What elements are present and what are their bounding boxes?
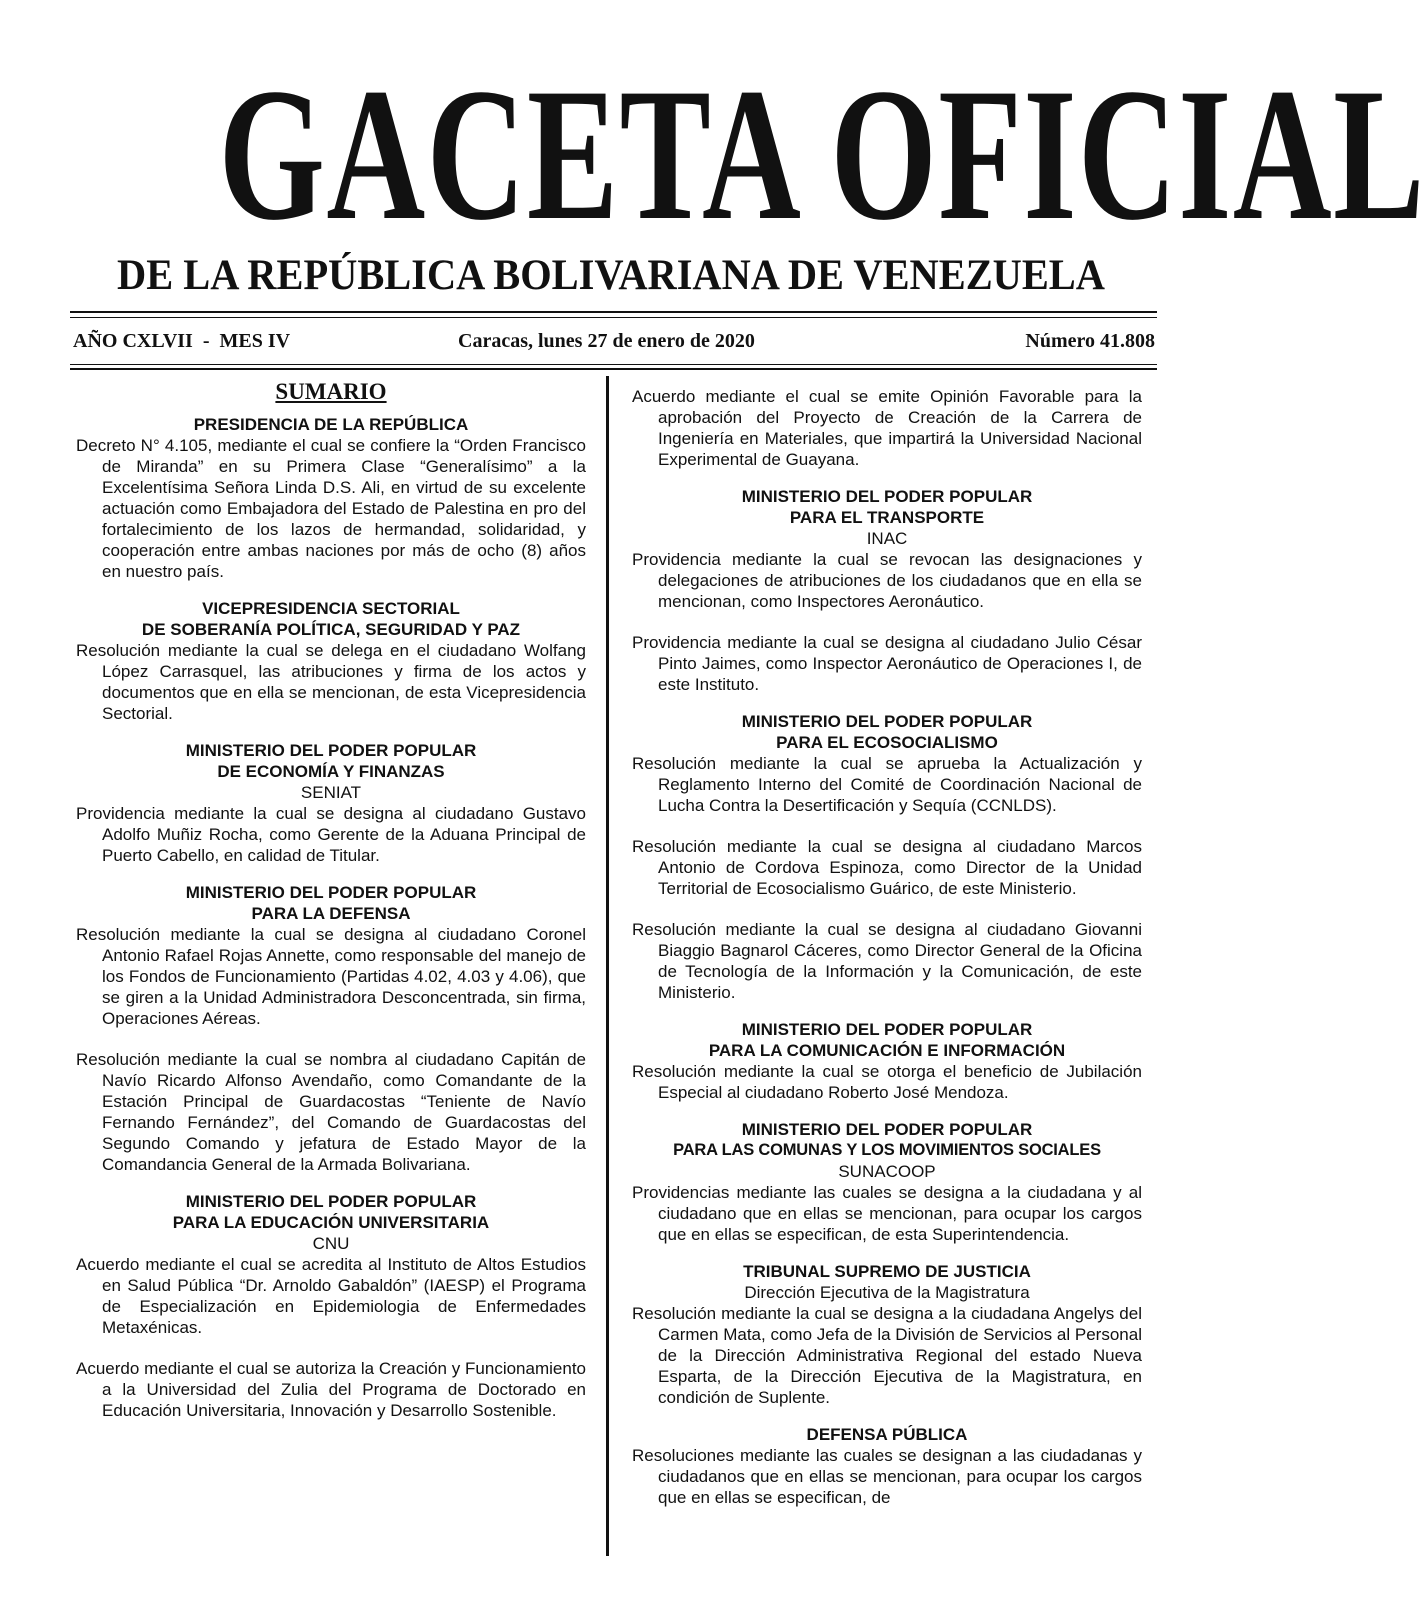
summary-entry: Resoluciones mediante las cuales se designan a las ciudadanas y ciudadanos que en ellas se mencionan, para ocupar los cargos que en ellas se especifican, de <box>632 1446 1142 1507</box>
section-heading: MINISTERIO DEL PODER POPULAR <box>185 883 477 902</box>
section-heading: MINISTERIO DEL PODER POPULAR <box>185 741 477 760</box>
section-subheading: CNU <box>312 1234 350 1253</box>
section-heading: TRIBUNAL SUPREMO DE JUSTICIA <box>743 1262 1031 1281</box>
summary-left-column <box>76 378 586 1421</box>
section-heading: MINISTERIO DEL PODER POPULAR <box>741 487 1033 506</box>
section-heading: VICEPRESIDENCIA SECTORIAL <box>202 599 460 618</box>
section-subheading: SUNACOOP <box>838 1162 936 1181</box>
issue-place-date: Caracas, lunes 27 de enero de 2020 <box>458 330 755 352</box>
summary-entry: Resolución mediante la cual se otorga el beneficio de Jubilación Especial al ciudadano Roberto José Mendoza. <box>632 1062 1142 1102</box>
masthead-subtitle: DE LA REPÚBLICA BOLIVARIANA DE VENEZUELA <box>117 252 1105 299</box>
issue-bar <box>73 330 1155 360</box>
summary-entry: Resolución mediante la cual se designa a la ciudadana Angelys del Carmen Mata, como Jefa de la División de Servicios al Personal de la Dirección Administrativa Regional del estado Nueva Esparta, de la Dirección Ejecutiva de la Magistratura, en condición de Suplente. <box>632 1304 1142 1407</box>
section-heading: MINISTERIO DEL PODER POPULAR <box>185 1192 477 1211</box>
summary-entry: Providencia mediante la cual se designa al ciudadano Julio César Pinto Jaimes, como Inspector Aeronáutico de Operaciones I, de este Instituto. <box>632 633 1142 694</box>
section-heading: MINISTERIO DEL PODER POPULAR <box>741 1020 1033 1039</box>
bottom-rule-thin <box>70 364 1157 365</box>
section-subheading: Dirección Ejecutiva de la Magistratura <box>744 1283 1030 1302</box>
summary-entry: Acuerdo mediante el cual se autoriza la Creación y Funcionamiento a la Universidad del Zulia del Programa de Doctorado en Educación Universitaria, Innovación y Desarrollo Sostenible. <box>76 1359 586 1420</box>
summary-entry: Resolución mediante la cual se nombra al ciudadano Capitán de Navío Ricardo Alfonso Avendaño, como Comandante de la Estación Principal de Guardacostas “Teniente de Navío Fernando Fernández”, del Comando de Guardacostas del Segundo Comando y jefatura de Estado Mayor de la Comandancia General de la Armada Bolivariana. <box>76 1050 586 1174</box>
summary-entry: Resolución mediante la cual se aprueba la Actualización y Reglamento Interno del Comité de Coordinación Nacional de Lucha Contra la Desertificación y Sequía (CCNLDS). <box>632 754 1142 815</box>
summary-entry: Resolución mediante la cual se delega en el ciudadano Wolfang López Carrasquel, las atribuciones y firma de los actos y documentos que en ella se mencionan, de esta Vicepresidencia Sectorial. <box>76 641 586 723</box>
issue-year-month: AÑO CXLVII - MES IV <box>73 330 291 352</box>
summary-entry: Decreto N° 4.105, mediante el cual se confiere la “Orden Francisco de Miranda” en su Primera Clase “Generalísimo” a la Excelentísima Señora Linda D.S. Ali, en virtud de su excelente actuación como Embajadora del Estado de Palestina en pro del fortalecimiento de los lazos de hermandad, solidaridad, y cooperación entre ambas naciones por más de ocho (8) años en nuestro país. <box>76 436 586 581</box>
section-subheading: SENIAT <box>300 783 362 802</box>
summary-entry: Resolución mediante la cual se designa al ciudadano Marcos Antonio de Cordova Espinoza, como Director de la Unidad Territorial de Ecosocialismo Guárico, de este Ministerio. <box>632 837 1142 898</box>
summary-entry: Providencia mediante la cual se revocan las designaciones y delegaciones de atribuciones de los ciudadanos que en ella se mencionan, como Inspectores Aeronáutico. <box>632 550 1142 611</box>
bottom-rule <box>70 368 1157 370</box>
section-heading: PARA LA DEFENSA <box>251 904 411 923</box>
summary-entry: Providencia mediante la cual se designa al ciudadano Gustavo Adolfo Muñiz Rocha, como Gerente de la Aduana Principal de Puerto Cabello, en calidad de Titular. <box>76 804 586 865</box>
section-heading: DE ECONOMÍA Y FINANZAS <box>217 762 445 781</box>
top-rule-thin <box>70 317 1157 318</box>
summary-entry: Resolución mediante la cual se designa al ciudadano Giovanni Biaggio Bagnarol Cáceres, como Director General de la Oficina de Tecnología de la Información y la Comunicación, de este Ministerio. <box>632 920 1142 1002</box>
section-heading: MINISTERIO DEL PODER POPULAR <box>741 1120 1033 1139</box>
section-heading: DE SOBERANÍA POLÍTICA, SEGURIDAD Y PAZ <box>141 620 521 639</box>
masthead-title: GACETA OFICIAL <box>218 50 1426 260</box>
section-heading: PARA LA COMUNICACIÓN E INFORMACIÓN <box>708 1041 1066 1060</box>
section-subheading: INAC <box>866 529 908 548</box>
summary-entry: Providencias mediante las cuales se designa a la ciudadana y al ciudadano que en ellas se mencionan, para ocupar los cargos que en ellas se especifican, de esta Superintendencia. <box>632 1183 1142 1244</box>
top-rule <box>70 311 1157 313</box>
section-heading: PARA EL ECOSOCIALISMO <box>776 733 998 752</box>
sumario-heading: SUMARIO <box>275 379 387 404</box>
section-heading: PARA LAS COMUNAS Y LOS MOVIMIENTOS SOCIALES <box>673 1141 1101 1159</box>
summary-right-column <box>632 386 1142 1508</box>
section-heading: PRESIDENCIA DE LA REPÚBLICA <box>193 415 469 434</box>
section-heading: DEFENSA PÚBLICA <box>806 1425 968 1444</box>
section-heading: PARA LA EDUCACIÓN UNIVERSITARIA <box>172 1213 490 1232</box>
summary-entry: Acuerdo mediante el cual se emite Opinión Favorable para la aprobación del Proyecto de Creación de la Carrera de Ingeniería en Materiales, que impartirá la Universidad Nacional Experimental de Guayana. <box>632 387 1142 469</box>
column-divider <box>606 376 609 1556</box>
summary-entry: Acuerdo mediante el cual se acredita al Instituto de Altos Estudios en Salud Pública “Dr. Arnoldo Gabaldón” (IAESP) el Programa de Especialización en Epidemiologia de Enfermedades Metaxénicas. <box>76 1255 586 1337</box>
section-heading: MINISTERIO DEL PODER POPULAR <box>741 712 1033 731</box>
issue-number: Número 41.808 <box>1025 330 1155 352</box>
summary-entry: Resolución mediante la cual se designa al ciudadano Coronel Antonio Rafael Rojas Annette, como responsable del manejo de los Fondos de Funcionamiento (Partidas 4.02, 4.03 y 4.06), que se giren a la Unidad Administradora Desconcentrada, sin firma, Operaciones Aéreas. <box>76 925 586 1028</box>
section-heading: PARA EL TRANSPORTE <box>789 508 985 527</box>
